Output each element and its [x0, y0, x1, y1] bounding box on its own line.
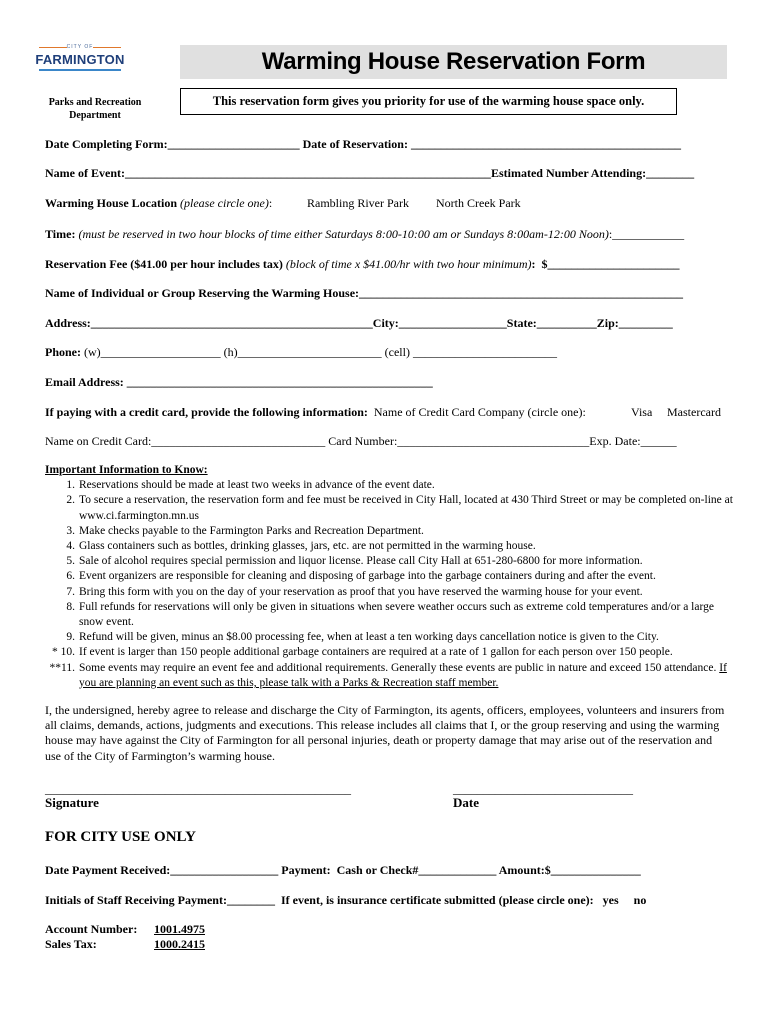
attendance-field[interactable]: Estimated Number Attending:________ [490, 166, 695, 180]
phone-fields[interactable]: (w)____________________ (h)________________________ (cell) ________________________ [81, 345, 557, 359]
item-text: Glass containers such as bottles, drinking glasses, jars, etc. are not permitted in the warming house. [79, 540, 536, 553]
fee-label: Reservation Fee ($41.00 per hour includes tax) [45, 257, 283, 271]
address-field[interactable]: Address:_______________________________________________City:__________________State:__________Zip:_________ [45, 316, 673, 330]
date-reservation-field[interactable]: Date of Reservation: _____________________________________________ [302, 137, 681, 151]
item-number: * 10. [52, 646, 75, 659]
location-option-rambling[interactable]: Rambling River Park [307, 196, 409, 210]
sales-tax-value: 1000.2415 [154, 937, 205, 951]
item-11-text: Some events may require an event fee and additional requirements. Generally these events are public in nature and exceed 150 attendance. [79, 661, 720, 674]
account-number-value: 1001.4975 [154, 922, 205, 936]
item-text: Refund will be given, minus an $8.00 processing fee, when at least a ten working days cancellation notice is given to the City. [79, 631, 659, 644]
location-colon: : [268, 196, 273, 210]
location-hint: (please circle one) [180, 196, 269, 210]
phone-row[interactable] [45, 345, 557, 359]
list-item [45, 539, 735, 554]
credit-card-company-label: Name of Credit Card Company (circle one): [367, 405, 586, 419]
signature-line[interactable]: ___________________________________________________ [45, 782, 351, 796]
list-item [45, 630, 735, 645]
item-number: 2. [66, 494, 75, 507]
logo-accent-right [93, 47, 121, 48]
date-line[interactable]: ______________________________ [453, 782, 633, 796]
account-number-row [45, 922, 205, 937]
card-option-mastercard[interactable]: Mastercard [667, 405, 721, 419]
important-heading: Important Information to Know: [45, 464, 208, 476]
item-number: 5. [66, 555, 75, 568]
location-option-north-creek[interactable]: North Creek Park [436, 196, 521, 210]
sales-tax-row [45, 937, 205, 952]
department-line-1: Parks and Recreation [48, 97, 142, 108]
reserver-name-field[interactable]: Name of Individual or Group Reserving the Warming House:______________________________________________________ [45, 286, 684, 300]
list-item [45, 493, 735, 523]
list-item [45, 585, 735, 600]
location-row [45, 196, 272, 210]
payment-received-field[interactable]: Date Payment Received:__________________ Payment: Cash or Check#_____________ Amount:$_______________ [45, 863, 641, 877]
email-field[interactable]: Email Address: ___________________________________________________ [45, 375, 433, 389]
credit-card-row [45, 405, 586, 419]
logo-underline [39, 69, 121, 71]
item-text: To secure a reservation, the reservation form and fee must be received in City Hall, located at 430 Third Street or may be completed on-line at www.ci.farmington.mn.us [79, 494, 733, 522]
item-11-underlined-note: If you are planning an event such as this, please talk with a Parks & Recreation staff member. [79, 661, 727, 689]
city-use-heading: FOR CITY USE ONLY [45, 829, 197, 845]
list-item [45, 645, 735, 660]
priority-notice: This reservation form gives you priority for use of the warming house space only. [180, 88, 677, 115]
page-title: Warming House Reservation Form [261, 48, 646, 75]
account-number-label: Account Number: [45, 922, 138, 936]
item-number: 4. [66, 540, 75, 553]
item-text [79, 661, 735, 691]
account-block [45, 922, 205, 952]
list-item [45, 524, 735, 539]
fee-field[interactable]: : $______________________ [531, 257, 680, 271]
item-number: 8. [66, 600, 75, 613]
date-label: Date [453, 795, 479, 810]
fee-row[interactable] [45, 257, 680, 271]
item-text: Event organizers are responsible for cleaning and disposing of garbage into the garbage containers during and after the event. [79, 570, 656, 583]
department-line-2: Department [69, 110, 121, 121]
location-label: Warming House Location [45, 196, 178, 210]
logo-wordmark: FARMINGTON [35, 52, 125, 67]
time-field[interactable]: :____________ [608, 227, 685, 241]
phone-label: Phone: [45, 345, 81, 359]
release-statement: I, the undersigned, hereby agree to release and discharge the City of Farmington, its agents, officers, employees, volunteers and insurers from all claims, demands, actions, judgments and executions. This release includes all claims that I, or the group reserving and using the warming house may have against the City of Farmington for all personal injuries, death or property damage that may arise out of the reservation and use of the City of Farmington’s warming house. [45, 703, 725, 763]
item-text: Make checks payable to the Farmington Parks and Recreation Department. [79, 524, 424, 537]
farmington-logo [35, 44, 125, 74]
item-text: Reservations should be made at least two weeks in advance of the event date. [79, 479, 435, 492]
important-list [45, 478, 735, 691]
item-text: Sale of alcohol requires special permission and liquor license. Please call City Hall at 651-280-6800 for more information. [79, 555, 643, 568]
item-text: Full refunds for reservations will only be given in situations when severe weather occurs such as extreme cold temperatures and/or a large snow event. [79, 600, 714, 629]
sales-tax-label: Sales Tax: [45, 937, 97, 951]
list-item [45, 600, 735, 630]
list-item [45, 569, 735, 584]
important-info [45, 463, 735, 691]
time-row[interactable] [45, 227, 684, 241]
time-label: Time: [45, 227, 76, 241]
item-number: 7. [66, 585, 75, 598]
time-hint: (must be reserved in two hour blocks of time either Saturdays 8:00-10:00 am or Sundays 8:00am-12:00 Noon) [78, 227, 609, 241]
date-fields-row[interactable] [45, 137, 681, 151]
date-completing-field[interactable]: Date Completing Form:______________________ [45, 137, 300, 151]
event-row[interactable] [45, 166, 694, 180]
item-number: 9. [66, 631, 75, 644]
signature-label: Signature [45, 795, 99, 810]
item-number: 6. [66, 570, 75, 583]
card-details-field[interactable]: Name on Credit Card:_____________________________ Card Number:________________________________Exp. Date:______ [45, 434, 677, 448]
list-item [45, 478, 735, 493]
item-number: 1. [66, 479, 75, 492]
department-label [40, 96, 150, 122]
logo-city-of: CITY OF [66, 44, 94, 50]
item-number: **11. [49, 661, 75, 674]
event-name-field[interactable]: Name of Event:_____________________________________________________________ [45, 166, 491, 180]
fee-hint: (block of time x $41.00/hr with two hour minimum) [285, 257, 532, 271]
credit-card-label: If paying with a credit card, provide the following information: [45, 405, 368, 419]
item-text: If event is larger than 150 people additional garbage containers are required at a rate of 1 gallon for each person over 150 people. [79, 646, 673, 659]
list-item [45, 661, 735, 691]
list-item [45, 554, 735, 569]
item-number: 3. [66, 524, 75, 537]
staff-initials-field[interactable]: Initials of Staff Receiving Payment:________ If event, is insurance certificate submitted (please circle one): yes no [45, 893, 647, 907]
card-option-visa[interactable]: Visa [631, 405, 653, 419]
item-text: Bring this form with you on the day of your reservation as proof that you have reserved the warming house for your event. [79, 585, 643, 598]
